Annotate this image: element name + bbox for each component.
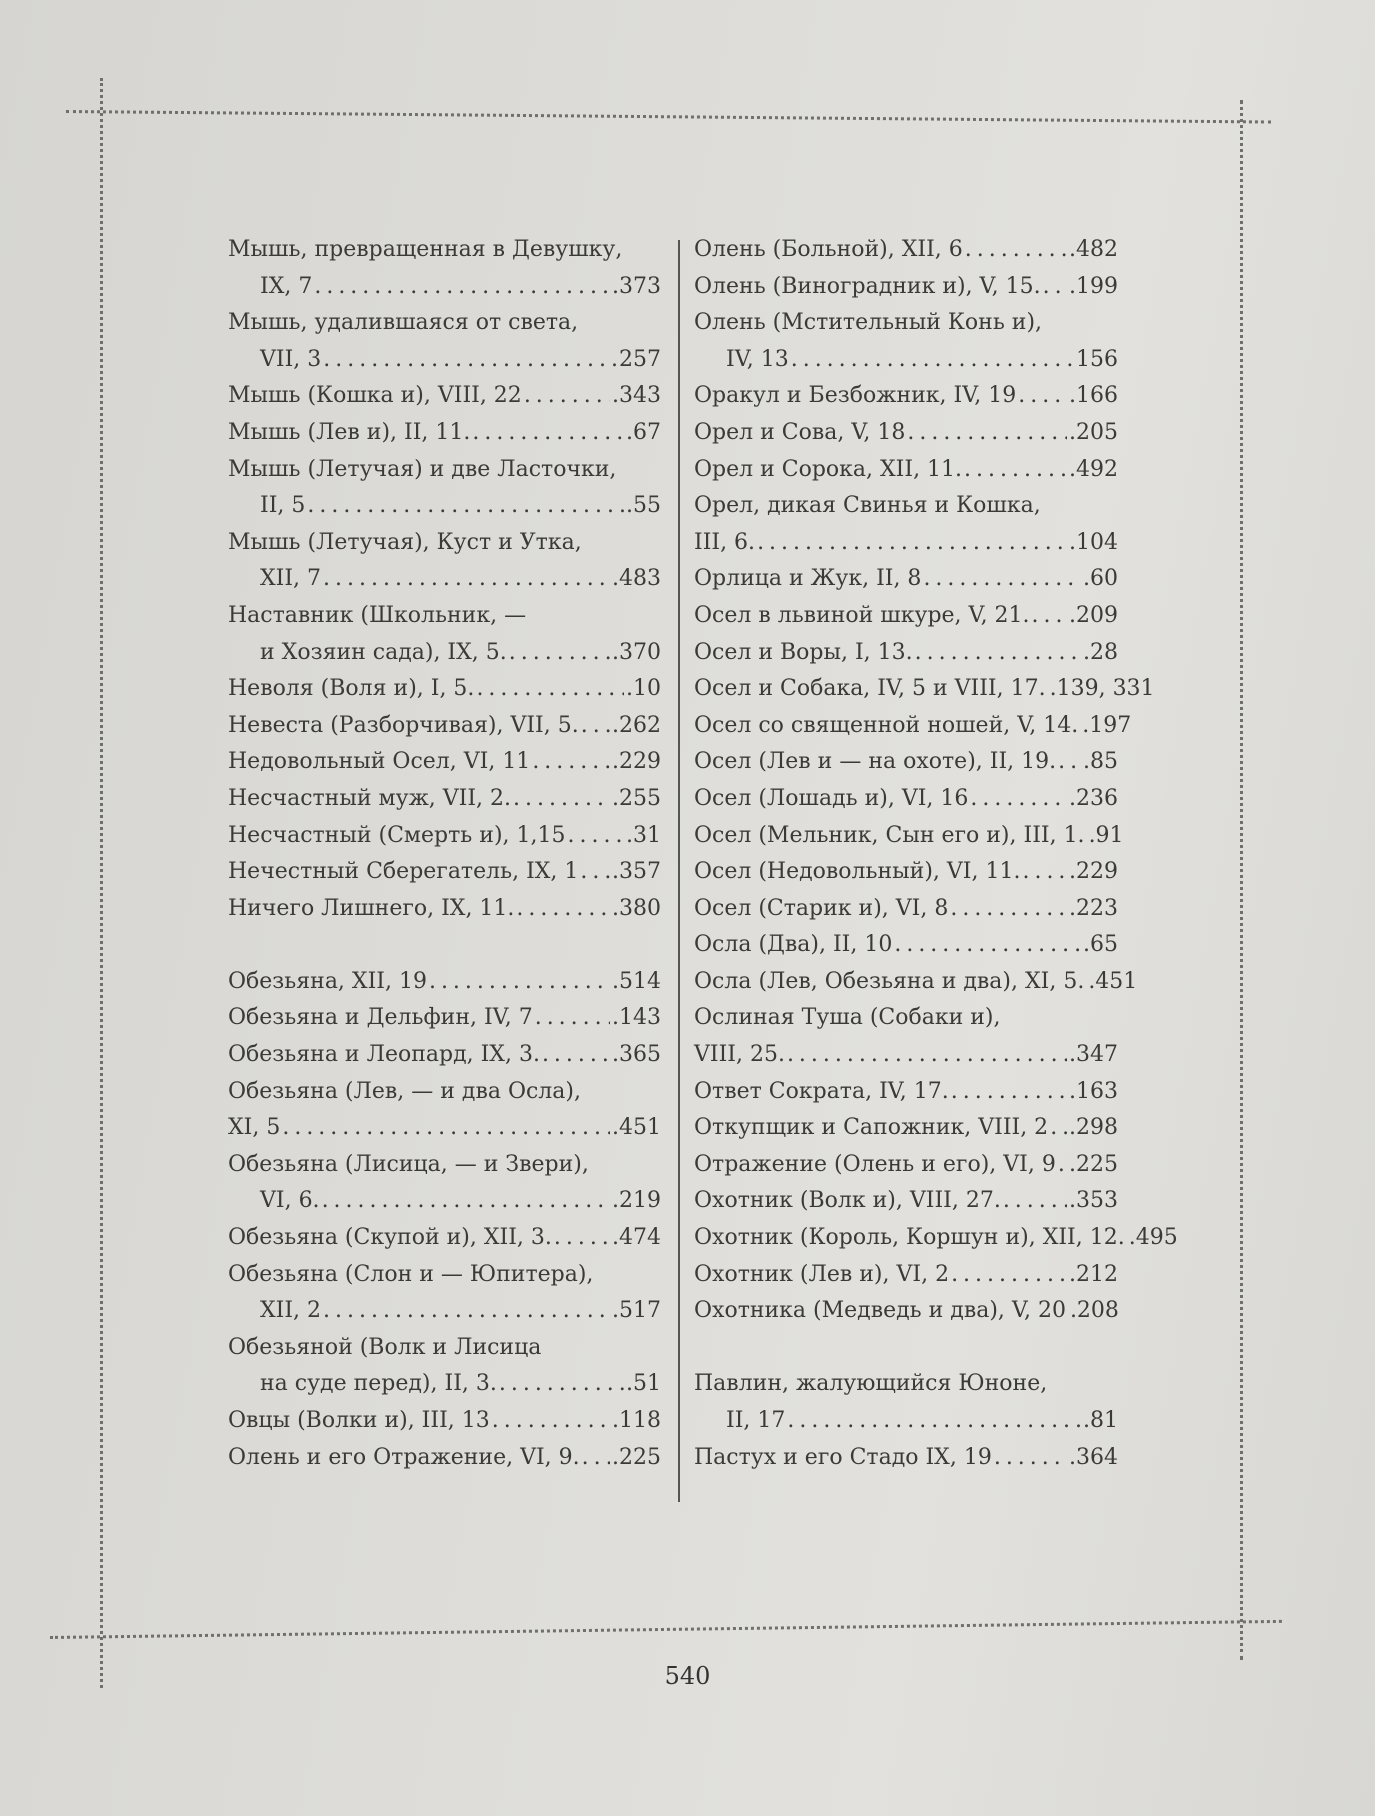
- index-column-left: [228, 232, 661, 1476]
- entry-page-number: .380: [612, 895, 661, 921]
- index-entry: [694, 744, 1118, 781]
- entry-page-number: .60: [1083, 566, 1118, 592]
- index-entry: [228, 781, 661, 818]
- index-entry: [694, 708, 1132, 745]
- index-entry: [228, 1366, 661, 1403]
- index-entry: [228, 708, 661, 745]
- leader-dots: [492, 1403, 610, 1440]
- entry-page-number: .229: [612, 749, 661, 775]
- index-entry: [228, 1147, 661, 1184]
- index-entry: [228, 232, 661, 269]
- index-entry: [228, 1293, 661, 1330]
- entry-title: Осел в львиной шкуре, V, 21.: [694, 602, 1030, 628]
- index-entry: [694, 1440, 1118, 1477]
- column-divider: [678, 240, 680, 1502]
- index-entry: [694, 964, 1138, 1001]
- entry-page-number: .209: [1069, 602, 1118, 628]
- leader-dots: [568, 818, 625, 855]
- index-entry: [694, 1000, 1118, 1037]
- entry-page-number: .163: [1069, 1078, 1118, 1104]
- leader-dots: [542, 1037, 610, 1074]
- entry-title: II, 17: [726, 1408, 786, 1433]
- entry-page-number: .205: [1069, 419, 1118, 445]
- index-entry: [228, 269, 661, 306]
- entry-title: XII, 2: [260, 1298, 322, 1324]
- entry-title: Пастух и его Стадо IX, 19: [694, 1444, 992, 1470]
- entry-page-number: .495: [1128, 1225, 1178, 1251]
- leader-dots: [282, 1110, 610, 1147]
- entry-title: Оракул и Безбожник, IV, 19: [694, 383, 1017, 409]
- index-entry: [228, 305, 661, 342]
- index-entry: [228, 1330, 661, 1367]
- entry-page-number: .85: [1083, 749, 1118, 775]
- leader-dots: [322, 1183, 610, 1220]
- leader-dots: [513, 781, 610, 818]
- leader-dots: [516, 891, 610, 928]
- leader-dots: [1058, 744, 1081, 781]
- entry-title: Откупщик и Сапожник, VIII, 2: [694, 1115, 1049, 1141]
- index-entry: [228, 378, 661, 415]
- leader-dots: [524, 378, 610, 415]
- entry-title: Ничего Лишнего, IX, 11.: [228, 895, 515, 921]
- index-entry: [694, 1147, 1118, 1184]
- entry-title: Орел и Сова, V, 18: [694, 419, 906, 445]
- leader-dots: [535, 1000, 610, 1037]
- leader-dots: [307, 488, 624, 525]
- frame-bottom-line: [50, 1620, 1282, 1639]
- leader-dots: [965, 232, 1067, 269]
- index-entry: [694, 927, 1118, 964]
- entry-title: Орлица и Жук, II, 8: [694, 566, 922, 592]
- entry-title: Обезьяна (Слон и — Юпитера),: [228, 1261, 594, 1287]
- index-entry: [694, 1110, 1118, 1147]
- index-entry: [228, 1000, 661, 1037]
- leader-dots: [964, 452, 1067, 489]
- entry-page-number: .343: [612, 383, 661, 409]
- leader-dots: [429, 964, 610, 1001]
- entry-title: Обезьяной (Волк и Лисица: [228, 1334, 542, 1360]
- entry-page-number: .91: [1088, 822, 1124, 848]
- index-entry: [228, 1440, 661, 1477]
- entry-title: Мышь, превращенная в Девушку,: [228, 237, 623, 262]
- entry-page-number: .365: [612, 1042, 661, 1068]
- leader-dots: [1003, 1183, 1067, 1220]
- entry-title: Осла (Лев, Обезьяна и два), XI, 5.: [694, 968, 1085, 994]
- entry-page-number: .229: [1069, 859, 1118, 885]
- entry-title: Павлин, жалующийся Юноне,: [694, 1371, 1048, 1397]
- index-entry: [694, 488, 1118, 525]
- index-entry: [694, 561, 1118, 598]
- entry-title: Осла (Два), II, 10: [694, 932, 893, 958]
- entry-title: Обезьяна (Лисица, — и Звери),: [228, 1151, 589, 1177]
- entry-title: Орел и Сорока, XII, 11.: [694, 456, 963, 482]
- entry-title: Обезьяна (Лев, — и два Осла),: [228, 1078, 581, 1104]
- index-entry: [694, 305, 1118, 342]
- index-entry: [228, 818, 661, 855]
- leader-dots: [951, 1257, 1067, 1294]
- entry-page-number: .212: [1069, 1261, 1118, 1287]
- index-entry: [228, 891, 661, 928]
- index-entry: [694, 378, 1118, 415]
- entry-title: Осел (Лев и — на охоте), II, 19.: [694, 749, 1057, 775]
- entry-page-number: .451: [612, 1115, 661, 1141]
- leader-dots: [499, 1366, 624, 1403]
- index-entry: [694, 525, 1118, 562]
- leader-dots: [532, 744, 610, 781]
- entry-page-number: .225: [612, 1444, 661, 1470]
- entry-page-number: .262: [612, 712, 661, 738]
- entry-page-number: .482: [1069, 237, 1118, 262]
- entry-title: Обезьяна (Скупой и), XII, 3.: [228, 1225, 552, 1251]
- entry-page-number: .219: [612, 1188, 661, 1214]
- index-entry: [694, 818, 1124, 855]
- entry-title: Орел, дикая Свинья и Кошка,: [694, 493, 1041, 519]
- entry-page-number: .208: [1069, 1298, 1119, 1324]
- entry-page-number: .474: [612, 1225, 661, 1251]
- entry-title: Охотник (Король, Коршун и), XII, 12.: [694, 1225, 1125, 1251]
- entry-title: Осел и Собака, IV, 5 и VIII, 17.: [694, 676, 1046, 702]
- index-entry: [694, 1257, 1118, 1294]
- frame-top-line: [66, 110, 1271, 124]
- entry-page-number: .483: [612, 566, 661, 592]
- entry-page-number: .514: [612, 968, 661, 994]
- entry-title: Осел (Недовольный), VI, 11.: [694, 859, 1021, 885]
- index-entry: [228, 1074, 661, 1111]
- leader-dots: [791, 342, 1074, 379]
- entry-page-number: .118: [612, 1408, 661, 1433]
- entry-title: Обезьяна и Дельфин, IV, 7: [228, 1005, 533, 1031]
- entry-page-number: .353: [1069, 1188, 1118, 1214]
- entry-page-number: .370: [612, 639, 661, 665]
- leader-dots: [323, 1293, 610, 1330]
- entry-title: XII, 7: [260, 566, 322, 592]
- leader-dots: [757, 525, 1067, 562]
- entry-page-number: .255: [612, 785, 661, 811]
- leader-dots: [923, 561, 1081, 598]
- entry-title: Мышь (Летучая), Куст и Утка,: [228, 529, 582, 555]
- entry-title: IX, 7: [260, 273, 313, 299]
- entry-page-number: .451: [1088, 968, 1138, 994]
- leader-dots: [951, 1074, 1067, 1111]
- entry-page-number: .373: [612, 273, 661, 299]
- leader-dots: [314, 269, 610, 306]
- entry-title: и Хозяин сада), IX, 5.: [260, 639, 507, 665]
- index-entry: [694, 232, 1118, 269]
- index-entry: [228, 671, 661, 708]
- entry-title: Нечестный Сберегатель, IX, 1: [228, 859, 579, 885]
- entry-page-number: .199: [1069, 273, 1118, 299]
- index-entry: [228, 415, 661, 452]
- entry-title: VI, 6.: [260, 1188, 320, 1214]
- entry-title: Обезьяна и Леопард, IX, 3.: [228, 1042, 540, 1068]
- index-entry: [228, 452, 661, 489]
- entry-title: Овцы (Волки и), III, 13: [228, 1408, 490, 1433]
- entry-title: Олень (Виноградник и), V, 15.: [694, 273, 1041, 299]
- page-number: 540: [664, 1662, 711, 1690]
- index-entry: [228, 964, 661, 1001]
- entry-title: Охотника (Медведь и два), V, 20: [694, 1298, 1066, 1324]
- entry-title: XI, 5: [228, 1115, 281, 1141]
- index-entry: [228, 1110, 661, 1147]
- entry-title: Охотник (Лев и), VI, 2: [694, 1261, 950, 1287]
- entry-title: Несчастный муж, VII, 2.: [228, 785, 512, 811]
- entry-page-number: .28: [1083, 639, 1118, 665]
- entry-title: Невеста (Разборчивая), VII, 5.: [228, 712, 579, 738]
- leader-dots: [581, 708, 610, 745]
- entry-title: Осел (Старик и), VI, 8: [694, 895, 949, 921]
- leader-dots: [1022, 854, 1067, 891]
- entry-page-number: .81: [1083, 1408, 1118, 1433]
- index-entry: [694, 781, 1118, 818]
- entry-title: III, 6.: [694, 529, 756, 555]
- entry-page-number: .10: [626, 676, 661, 702]
- entry-page-number: .225: [1069, 1151, 1118, 1177]
- entry-page-number: .143: [612, 1005, 661, 1031]
- index-entry: [694, 1403, 1118, 1440]
- leader-dots: [894, 927, 1081, 964]
- entry-title: Обезьяна, XII, 19: [228, 968, 427, 994]
- entry-title: Охотник (Волк и), VIII, 27.: [694, 1188, 1001, 1214]
- leader-dots: [1018, 378, 1067, 415]
- index-entry: [694, 452, 1118, 489]
- entry-title: Мышь, удалившаяся от света,: [228, 310, 579, 336]
- leader-dots: [580, 854, 610, 891]
- entry-page-number: .104: [1069, 529, 1118, 555]
- index-entry: [228, 854, 661, 891]
- index-entry: [694, 891, 1118, 928]
- frame-right-line: [1240, 100, 1243, 1660]
- entry-page-number: .166: [1069, 383, 1118, 409]
- index-entry: [228, 525, 661, 562]
- leader-dots: [1058, 1147, 1067, 1184]
- leader-dots: [323, 561, 610, 598]
- index-entry: [228, 561, 661, 598]
- leader-dots: [1043, 269, 1067, 306]
- index-entry: [694, 342, 1118, 379]
- leader-dots: [907, 415, 1067, 452]
- index-entry: [694, 1366, 1118, 1403]
- index-column-right: [694, 232, 1178, 1476]
- entry-page-number: .31: [626, 822, 661, 848]
- entry-page-number: 257: [619, 346, 661, 372]
- entry-title: Неволя (Воля и), I, 5.: [228, 676, 475, 702]
- entry-page-number: .51: [626, 1371, 661, 1397]
- entry-title: Наставник (Школьник, —: [228, 602, 527, 628]
- entry-page-number: .236: [1069, 785, 1118, 811]
- index-entry: [228, 1403, 661, 1440]
- entry-page-number: .298: [1069, 1115, 1118, 1141]
- entry-title: Осел со священной ношей, V, 14.: [694, 712, 1079, 738]
- index-entry: [228, 744, 661, 781]
- entry-title: Недовольный Осел, VI, 11: [228, 749, 531, 775]
- leader-dots: [970, 781, 1067, 818]
- index-entry: [694, 1220, 1178, 1257]
- leader-dots: [787, 1037, 1067, 1074]
- entry-title: Олень (Больной), XII, 6: [694, 237, 963, 262]
- leader-dots: [950, 891, 1067, 928]
- leader-dots: [554, 1220, 610, 1257]
- entry-page-number: .357: [612, 859, 661, 885]
- index-entry: [228, 1037, 661, 1074]
- entry-title: Ответ Сократа, IV, 17.: [694, 1078, 949, 1104]
- entry-page-number: 156: [1076, 346, 1118, 372]
- entry-title: на суде перед), II, 3.: [260, 1371, 497, 1397]
- entry-page-number: .223: [1069, 895, 1118, 921]
- index-entry: [694, 854, 1118, 891]
- entry-title: Олень и его Отражение, VI, 9.: [228, 1444, 580, 1470]
- index-entry: [228, 635, 661, 672]
- index-entry: [694, 598, 1118, 635]
- leader-dots: [472, 415, 624, 452]
- entry-page-number: .67: [626, 419, 661, 445]
- index-entry: [694, 1037, 1118, 1074]
- index-entry: [228, 342, 661, 379]
- entry-title: Осел (Лошадь и), VI, 16: [694, 785, 969, 811]
- entry-title: Осел и Воры, I, 13.: [694, 639, 913, 665]
- leader-dots: [582, 1440, 610, 1477]
- leader-dots: [323, 342, 617, 379]
- entry-title: Мышь (Летучая) и две Ласточки,: [228, 456, 617, 482]
- leader-dots: [1032, 598, 1067, 635]
- index-entry: [694, 671, 1155, 708]
- leader-dots: [787, 1403, 1081, 1440]
- index-entry: [694, 415, 1118, 452]
- leader-dots: [1050, 1110, 1067, 1147]
- leader-dots: [476, 671, 624, 708]
- section-gap: [694, 1330, 1118, 1367]
- entry-page-number: .347: [1069, 1042, 1118, 1068]
- index-entry: [228, 1257, 661, 1294]
- index-entry: [228, 1183, 661, 1220]
- index-entry: [694, 1074, 1118, 1111]
- entry-title: Отражение (Олень и его), VI, 9: [694, 1151, 1056, 1177]
- entry-page-number: .492: [1069, 456, 1118, 482]
- entry-title: Мышь (Кошка и), VIII, 22: [228, 383, 522, 409]
- entry-title: Ослиная Туша (Собаки и),: [694, 1005, 1001, 1031]
- entry-title: Осел (Мельник, Сын его и), III, 1.: [694, 822, 1085, 848]
- index-entry: [228, 598, 661, 635]
- leader-dots: [509, 635, 610, 672]
- index-entry: [694, 269, 1118, 306]
- entry-page-number: .197: [1082, 712, 1132, 738]
- entry-title: Мышь (Лев и), II, 11.: [228, 419, 471, 445]
- entry-title: II, 5: [260, 493, 306, 519]
- entry-page-number: .364: [1069, 1444, 1118, 1470]
- leader-dots: [915, 635, 1081, 672]
- entry-page-number: .55: [626, 493, 661, 519]
- entry-title: VIII, 25.: [694, 1042, 785, 1068]
- index-entry: [694, 1183, 1118, 1220]
- index-entry: [228, 488, 661, 525]
- entry-title: Олень (Мстительный Конь и),: [694, 310, 1043, 336]
- entry-page-number: .517: [612, 1298, 661, 1324]
- entry-title: IV, 13: [726, 346, 789, 372]
- entry-title: Несчастный (Смерть и), 1,15: [228, 822, 566, 848]
- leader-dots: [994, 1440, 1067, 1477]
- section-gap: [228, 927, 661, 964]
- frame-left-line: [100, 78, 103, 1688]
- index-entry: [228, 1220, 661, 1257]
- index-entry: [694, 1293, 1118, 1330]
- entry-page-number: .139, 331: [1049, 676, 1155, 702]
- index-entry: [694, 635, 1118, 672]
- entry-title: VII, 3: [260, 346, 322, 372]
- entry-page-number: .65: [1083, 932, 1118, 958]
